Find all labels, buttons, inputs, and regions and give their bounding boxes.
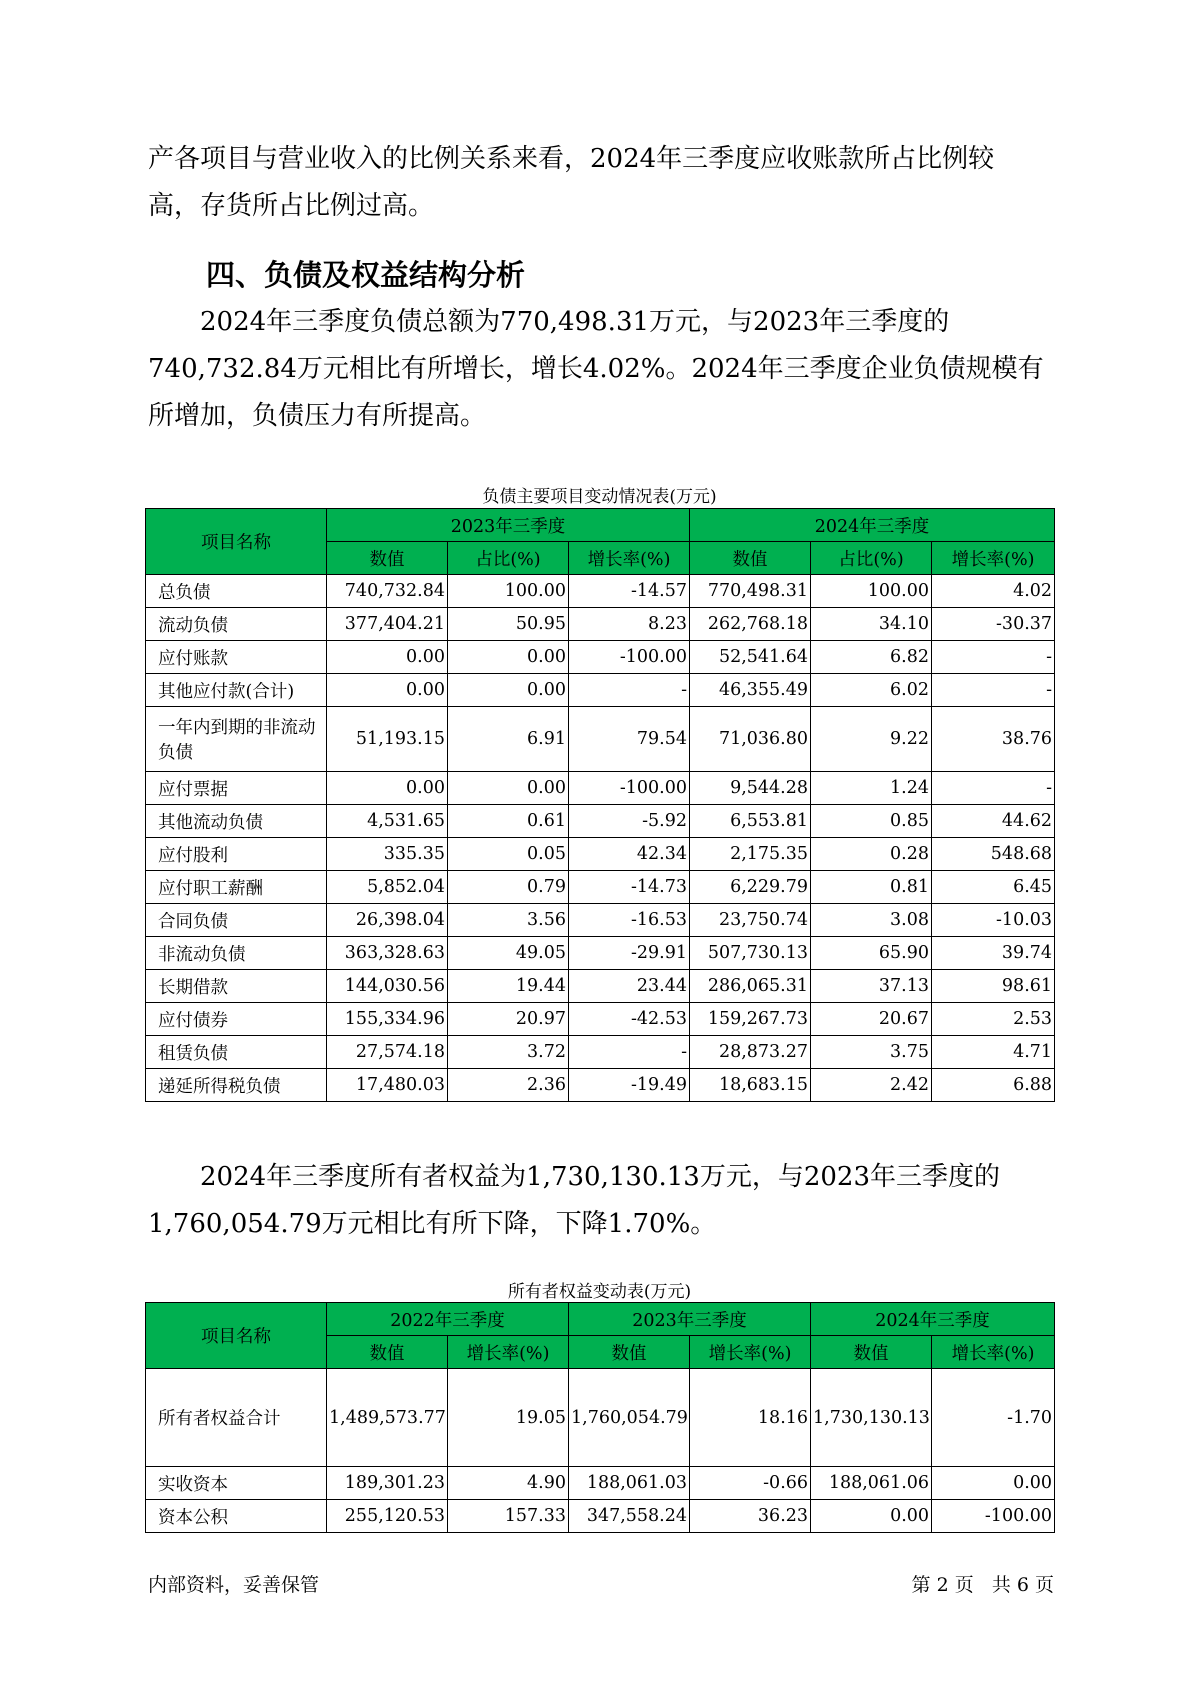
table-cell: 98.61 [932, 970, 1055, 1003]
table-cell: - [932, 674, 1055, 707]
table-cell: 38.76 [932, 707, 1055, 772]
table-cell: 2.42 [811, 1069, 932, 1102]
table-cell: 3.75 [811, 1036, 932, 1069]
subheader-1: 增长率(%) [448, 1336, 569, 1369]
table-cell: 8.23 [569, 608, 690, 641]
table1-caption: 负债主要项目变动情况表(万元) [482, 487, 717, 507]
table-cell: 49.05 [448, 937, 569, 970]
table-cell: 36.23 [690, 1500, 811, 1533]
table-cell: 50.95 [448, 608, 569, 641]
table-cell: -100.00 [569, 772, 690, 805]
subheader-4: 占比(%) [811, 542, 932, 575]
table-cell: 4.90 [448, 1467, 569, 1500]
table-cell: 188,061.03 [569, 1467, 690, 1500]
table-cell: 6.91 [448, 707, 569, 772]
table-cell: -1.70 [932, 1369, 1055, 1467]
table-cell: 100.00 [811, 575, 932, 608]
table-cell: 0.00 [932, 1467, 1055, 1500]
table-cell: 17,480.03 [327, 1069, 448, 1102]
table-cell: 19.05 [448, 1369, 569, 1467]
table-cell: -19.49 [569, 1069, 690, 1102]
table-row [146, 937, 1055, 970]
subheader-3: 增长率(%) [690, 1336, 811, 1369]
row-label: 总负债 [146, 575, 327, 608]
table-cell: 0.00 [327, 674, 448, 707]
table-cell: 3.08 [811, 904, 932, 937]
table-cell: -5.92 [569, 805, 690, 838]
row-label: 非流动负债 [146, 937, 327, 970]
table-cell: 19.44 [448, 970, 569, 1003]
table-cell: 0.00 [448, 641, 569, 674]
header-item-name: 项目名称 [146, 1303, 327, 1369]
subheader-5: 增长率(%) [932, 1336, 1055, 1369]
table-cell: 6,553.81 [690, 805, 811, 838]
table-cell: 363,328.63 [327, 937, 448, 970]
table-cell: - [569, 674, 690, 707]
table-cell: 3.56 [448, 904, 569, 937]
table-row [146, 871, 1055, 904]
table-cell: 347,558.24 [569, 1500, 690, 1533]
table-cell: 44.62 [932, 805, 1055, 838]
table-cell: 188,061.06 [811, 1467, 932, 1500]
table-cell: 37.13 [811, 970, 932, 1003]
table-cell: -100.00 [932, 1500, 1055, 1533]
subheader-0: 数值 [327, 542, 448, 575]
table-cell: 100.00 [448, 575, 569, 608]
table-cell: 157.33 [448, 1500, 569, 1533]
table-cell: 39.74 [932, 937, 1055, 970]
table-cell: - [932, 772, 1055, 805]
table-cell: -0.66 [690, 1467, 811, 1500]
table-cell: 0.00 [448, 772, 569, 805]
liability-paragraph: 2024年三季度负债总额为770,498.31万元，与2023年三季度的740,732.84万元相比有所增长，增长4.02%。2024年三季度企业负债规模有所增加，负债压力有所提高。 [148, 307, 1044, 431]
table-cell: 740,732.84 [327, 575, 448, 608]
table-cell: 28,873.27 [690, 1036, 811, 1069]
table-cell: 6.88 [932, 1069, 1055, 1102]
table-cell: -14.57 [569, 575, 690, 608]
table-cell: 9.22 [811, 707, 932, 772]
table-row [146, 772, 1055, 805]
subheader-2: 数值 [569, 1336, 690, 1369]
table-cell: 286,065.31 [690, 970, 811, 1003]
table-cell: 144,030.56 [327, 970, 448, 1003]
table-cell: 2.53 [932, 1003, 1055, 1036]
table-cell: 51,193.15 [327, 707, 448, 772]
header-period-2023: 2023年三季度 [569, 1303, 811, 1336]
subheader-0: 数值 [327, 1336, 448, 1369]
table-cell: 46,355.49 [690, 674, 811, 707]
subheader-4: 数值 [811, 1336, 932, 1369]
row-label: 流动负债 [146, 608, 327, 641]
table-row [146, 641, 1055, 674]
table-row [146, 838, 1055, 871]
table-cell: -100.00 [569, 641, 690, 674]
table-cell: 6.45 [932, 871, 1055, 904]
table-cell: 65.90 [811, 937, 932, 970]
table-cell: 71,036.80 [690, 707, 811, 772]
table-cell: 0.85 [811, 805, 932, 838]
subheader-1: 占比(%) [448, 542, 569, 575]
table-row [146, 707, 1055, 772]
intro-line-1: 产各项目与营业收入的比例关系来看，2024年三季度应收账款所占比例较 [148, 144, 995, 174]
table-row [146, 1003, 1055, 1036]
table-cell: 0.61 [448, 805, 569, 838]
table-cell: 0.00 [811, 1500, 932, 1533]
table-cell: -14.73 [569, 871, 690, 904]
table-cell: 42.34 [569, 838, 690, 871]
table-cell: 377,404.21 [327, 608, 448, 641]
table-cell: 18,683.15 [690, 1069, 811, 1102]
table-cell: 4.02 [932, 575, 1055, 608]
table-cell: 0.00 [448, 674, 569, 707]
table-cell: 0.28 [811, 838, 932, 871]
row-label: 租赁负债 [146, 1036, 327, 1069]
table-cell: 335.35 [327, 838, 448, 871]
table-cell: -10.03 [932, 904, 1055, 937]
row-label: 递延所得税负债 [146, 1069, 327, 1102]
table-cell: 0.00 [327, 772, 448, 805]
row-label: 应付债券 [146, 1003, 327, 1036]
table-row [146, 608, 1055, 641]
table-cell: 2,175.35 [690, 838, 811, 871]
subheader-3: 数值 [690, 542, 811, 575]
table-cell: 189,301.23 [327, 1467, 448, 1500]
header-item-name: 项目名称 [146, 509, 327, 575]
table-cell: 5,852.04 [327, 871, 448, 904]
row-label: 所有者权益合计 [146, 1369, 327, 1467]
table-cell: -29.91 [569, 937, 690, 970]
row-label: 其他应付款(合计) [146, 674, 327, 707]
table-row [146, 1036, 1055, 1069]
table-cell: 20.97 [448, 1003, 569, 1036]
table-cell: 770,498.31 [690, 575, 811, 608]
footer-left: 内部资料，妥善保管 [148, 1574, 320, 1596]
header-period-2024: 2024年三季度 [690, 509, 1055, 542]
header-period-2023: 2023年三季度 [327, 509, 690, 542]
table-row [146, 1467, 1055, 1500]
table-cell: 0.00 [327, 641, 448, 674]
header-period-2024: 2024年三季度 [811, 1303, 1055, 1336]
table-row [146, 674, 1055, 707]
row-label: 一年内到期的非流动负债 [146, 707, 327, 772]
table-cell: 155,334.96 [327, 1003, 448, 1036]
table-cell: 0.05 [448, 838, 569, 871]
table-cell: 26,398.04 [327, 904, 448, 937]
row-label: 资本公积 [146, 1500, 327, 1533]
table-cell: 507,730.13 [690, 937, 811, 970]
table-cell: -30.37 [932, 608, 1055, 641]
table-cell: 23.44 [569, 970, 690, 1003]
row-label: 应付股利 [146, 838, 327, 871]
table-cell: 34.10 [811, 608, 932, 641]
row-label: 合同负债 [146, 904, 327, 937]
table-cell: 255,120.53 [327, 1500, 448, 1533]
table-row [146, 970, 1055, 1003]
liability-table [145, 508, 1055, 1102]
table-row [146, 1369, 1055, 1467]
footer-page-number: 第 2 页 共 6 页 [911, 1574, 1054, 1596]
table-cell: 159,267.73 [690, 1003, 811, 1036]
table-row [146, 1069, 1055, 1102]
table2-caption: 所有者权益变动表(万元) [507, 1282, 692, 1302]
table-cell: 6.02 [811, 674, 932, 707]
subheader-2: 增长率(%) [569, 542, 690, 575]
table-cell: 79.54 [569, 707, 690, 772]
table-cell: 0.81 [811, 871, 932, 904]
table-cell: 6.82 [811, 641, 932, 674]
table-cell: 548.68 [932, 838, 1055, 871]
table-cell: 18.16 [690, 1369, 811, 1467]
row-label: 长期借款 [146, 970, 327, 1003]
table-row [146, 904, 1055, 937]
row-label: 应付票据 [146, 772, 327, 805]
table-cell: 4.71 [932, 1036, 1055, 1069]
table-row [146, 805, 1055, 838]
row-label: 应付职工薪酬 [146, 871, 327, 904]
table-cell: 20.67 [811, 1003, 932, 1036]
table-cell: -42.53 [569, 1003, 690, 1036]
table-cell: - [569, 1036, 690, 1069]
row-label: 实收资本 [146, 1467, 327, 1500]
table-cell: 1,489,573.77 [327, 1369, 448, 1467]
table-cell: 2.36 [448, 1069, 569, 1102]
table-cell: 23,750.74 [690, 904, 811, 937]
table-cell: 27,574.18 [327, 1036, 448, 1069]
table-cell: -16.53 [569, 904, 690, 937]
table-row [146, 1500, 1055, 1533]
table-cell: 9,544.28 [690, 772, 811, 805]
equity-paragraph: 2024年三季度所有者权益为1,730,130.13万元，与2023年三季度的1,760,054.79万元相比有所下降，下降1.70%。 [148, 1162, 1001, 1239]
equity-table [145, 1302, 1055, 1533]
table-cell: 4,531.65 [327, 805, 448, 838]
subheader-5: 增长率(%) [932, 542, 1055, 575]
table-row [146, 575, 1055, 608]
table-cell: 1.24 [811, 772, 932, 805]
section-title: 四、负债及权益结构分析 [206, 258, 526, 292]
intro-line-2: 高，存货所占比例过高。 [148, 191, 435, 221]
table-cell: 0.79 [448, 871, 569, 904]
table-cell: - [932, 641, 1055, 674]
header-period-2022: 2022年三季度 [327, 1303, 569, 1336]
table-cell: 6,229.79 [690, 871, 811, 904]
table-cell: 52,541.64 [690, 641, 811, 674]
table-cell: 1,760,054.79 [569, 1369, 690, 1467]
table-cell: 3.72 [448, 1036, 569, 1069]
row-label: 应付账款 [146, 641, 327, 674]
table-cell: 1,730,130.13 [811, 1369, 932, 1467]
row-label: 其他流动负债 [146, 805, 327, 838]
table-cell: 262,768.18 [690, 608, 811, 641]
